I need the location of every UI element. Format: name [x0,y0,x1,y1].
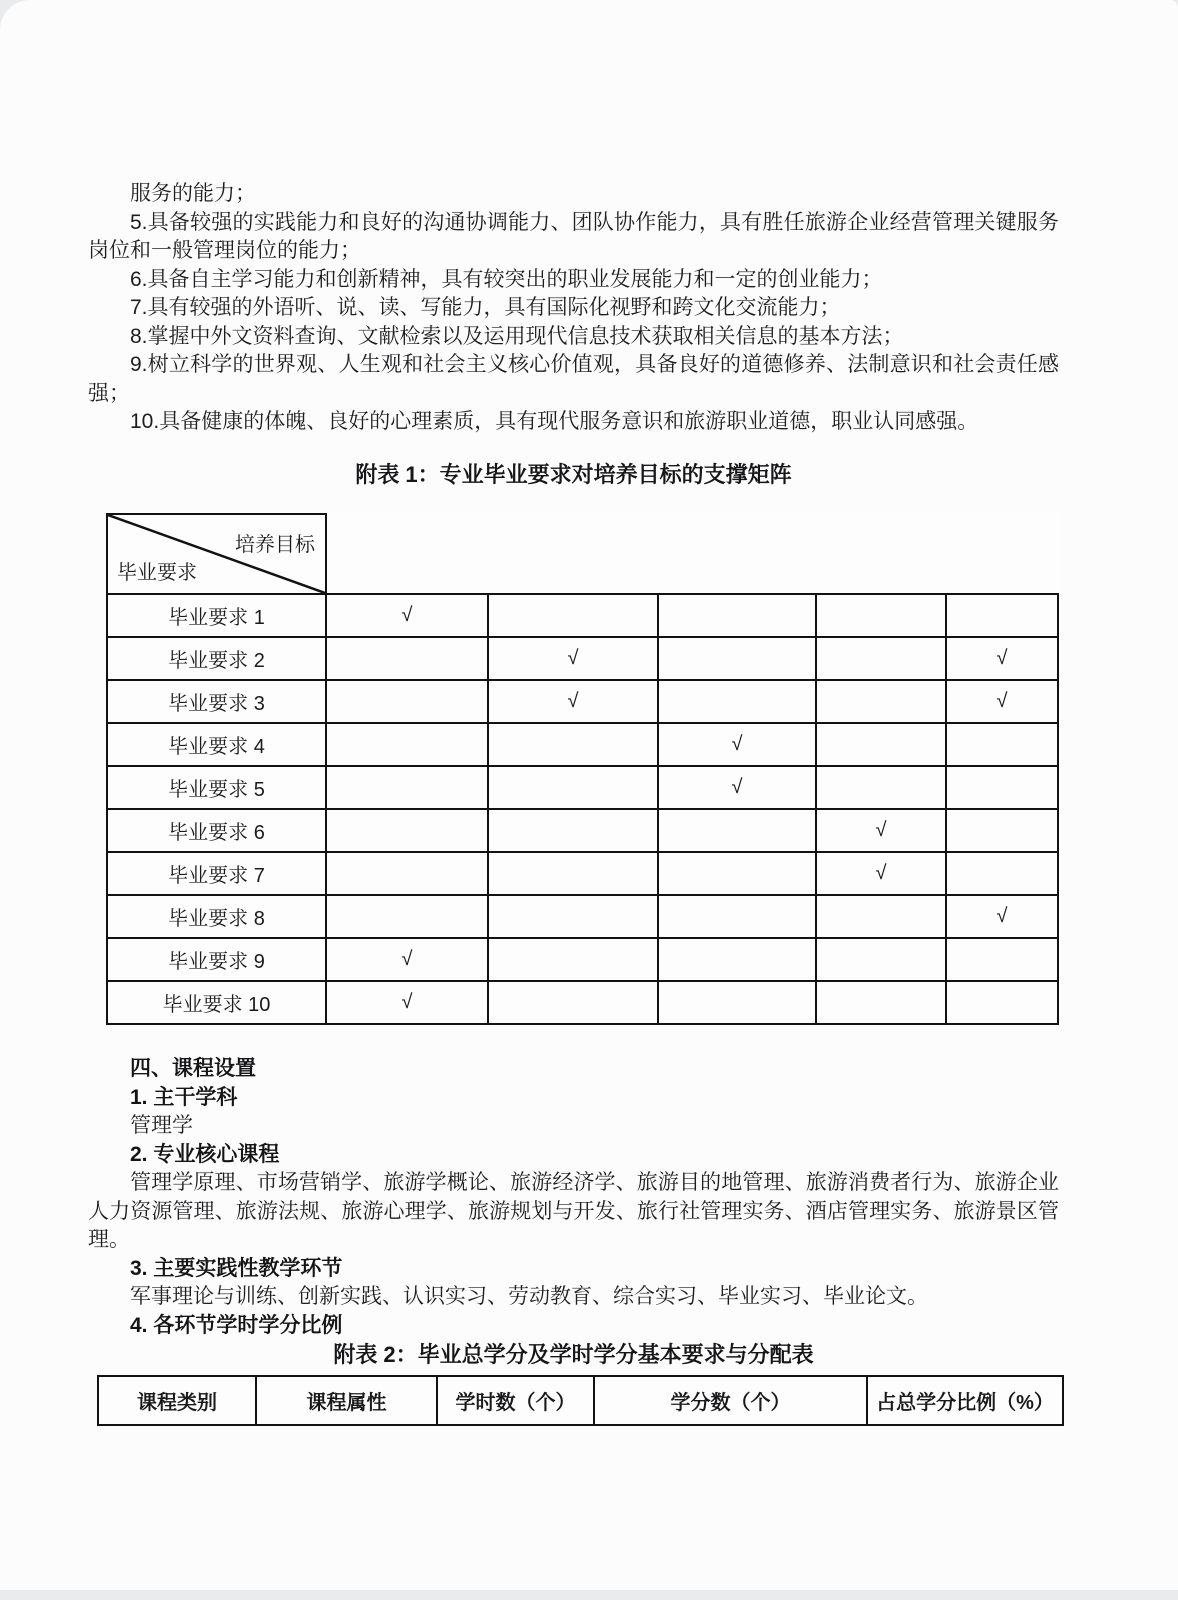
matrix-row [107,766,1058,809]
matrix-cell [946,981,1058,1024]
matrix-cell [488,723,658,766]
matrix-cell [816,766,946,809]
credit-allocation-table [97,1375,1064,1426]
allocation-header-cell: 学分数（个） [594,1376,867,1425]
matrix-cell [488,766,658,809]
matrix-cell [816,895,946,938]
section-line: 3. 主要实践性教学环节 [130,1256,343,1280]
matrix-cell [816,680,946,723]
requirements-paragraphs [88,180,1059,437]
row-label: 毕业要求 8 [107,895,326,938]
matrix-cell [326,809,488,852]
matrix-cell [658,594,816,637]
matrix-cell [488,981,658,1024]
allocation-header-cell: 学时数（个） [437,1376,594,1425]
matrix-cell [816,723,946,766]
section-line: 2. 专业核心课程 [130,1142,280,1166]
matrix-cell [816,981,946,1024]
matrix-row [107,895,1058,938]
allocation-header-cell: 课程类别 [98,1376,256,1425]
matrix-cell [658,895,816,938]
matrix-cell [326,895,488,938]
row-label: 毕业要求 4 [107,723,326,766]
matrix-cell [816,637,946,680]
matrix-cell [816,938,946,981]
matrix-cell: √ [658,723,816,766]
matrix-row [107,852,1058,895]
requirement-paragraph: 服务的能力； [130,182,256,205]
matrix-cell: √ [326,938,488,981]
row-label: 毕业要求 7 [107,852,326,895]
matrix-cell [658,809,816,852]
matrix-cell [488,895,658,938]
requirement-paragraph: 5.具备较强的实践能力和良好的沟通协调能力、团队协作能力，具有胜任旅游企业经营管理关键服务岗位和一般管理岗位的能力； [88,210,1059,262]
matrix-cell [658,938,816,981]
row-label: 毕业要求 10 [107,981,326,1024]
matrix-cell: √ [816,809,946,852]
requirement-paragraph: 9.树立科学的世界观、人生观和社会主义核心价值观，具备良好的道德修养、法制意识和社会责任感强； [88,353,1059,405]
matrix-cell [946,938,1058,981]
matrix-row [107,680,1058,723]
matrix-row [107,809,1058,852]
matrix-cell: √ [946,637,1058,680]
matrix-cell [326,637,488,680]
diagonal-corner-cell [107,514,326,594]
table2-title: 附表 2：毕业总学分及学时学分基本要求与分配表 [333,1342,814,1367]
section-line: 4. 各环节学时学分比例 [130,1313,343,1337]
matrix-row [107,637,1058,680]
matrix-cell [658,852,816,895]
section-line: 管理学原理、市场营销学、旅游学概论、旅游经济学、旅游目的地管理、旅游消费者行为、旅游企业人力资源管理、旅游法规、旅游心理学、旅游规划与开发、旅行社管理实务、酒店管理实务、旅游景区管理。 [88,1171,1059,1251]
matrix-cell [946,852,1058,895]
matrix-cell [326,766,488,809]
requirement-paragraph: 8.掌握中外文资料查询、文献检索以及运用现代信息技术获取相关信息的基本方法； [130,324,904,348]
matrix-cell: √ [946,895,1058,938]
matrix-cell [326,723,488,766]
section-line: 1. 主干学科 [130,1085,238,1109]
matrix-cell: √ [658,766,816,809]
matrix-header-row [107,514,1058,594]
matrix-cell [488,809,658,852]
row-label: 毕业要求 1 [107,594,326,637]
row-label: 毕业要求 3 [107,680,326,723]
matrix-row [107,938,1058,981]
allocation-header-cell: 占总学分比例（%） [867,1376,1063,1425]
matrix-cell [658,981,816,1024]
matrix-cell [946,723,1058,766]
matrix-cell: √ [326,594,488,637]
matrix-cell: √ [946,680,1058,723]
section-line: 管理学 [130,1114,193,1137]
matrix-row [107,981,1058,1024]
matrix-cell [488,938,658,981]
matrix-cell: √ [488,680,658,723]
requirement-paragraph: 6.具备自主学习能力和创新精神，具有较突出的职业发展能力和一定的创业能力； [130,267,883,291]
matrix-row [107,723,1058,766]
matrix-cell [326,680,488,723]
matrix-cell [946,809,1058,852]
matrix-cell [488,594,658,637]
corner-label-requirements: 毕业要求 [117,562,197,584]
matrix-cell: √ [488,637,658,680]
matrix-cell: √ [816,852,946,895]
corner-label-objectives: 培养目标 [235,534,315,556]
section-line: 四、课程设置 [130,1057,256,1080]
requirement-paragraph: 7.具有较强的外语听、说、读、写能力，具有国际化视野和跨文化交流能力； [130,296,841,319]
matrix-row [107,594,1058,637]
allocation-header-row [98,1376,1063,1425]
row-label: 毕业要求 2 [107,637,326,680]
matrix-cell [488,852,658,895]
course-setup-section [88,1055,1059,1340]
row-label: 毕业要求 9 [107,938,326,981]
matrix-cell [658,637,816,680]
matrix-cell [326,852,488,895]
matrix-cell: √ [326,981,488,1024]
support-matrix-table [106,513,1059,1025]
row-label: 毕业要求 6 [107,809,326,852]
row-label: 毕业要求 5 [107,766,326,809]
matrix-cell [816,594,946,637]
requirement-paragraph: 10.具备健康的体魄、良好的心理素质，具有现代服务意识和旅游职业道德，职业认同感强。 [130,410,979,433]
section-line: 军事理论与训练、创新实践、认识实习、劳动教育、综合实习、毕业实习、毕业论文。 [130,1285,928,1308]
table1-title: 附表 1：专业毕业要求对培养目标的支撑矩阵 [355,462,792,487]
matrix-cell [946,766,1058,809]
allocation-header-cell: 课程属性 [256,1376,437,1425]
matrix-cell [658,680,816,723]
matrix-cell [946,594,1058,637]
